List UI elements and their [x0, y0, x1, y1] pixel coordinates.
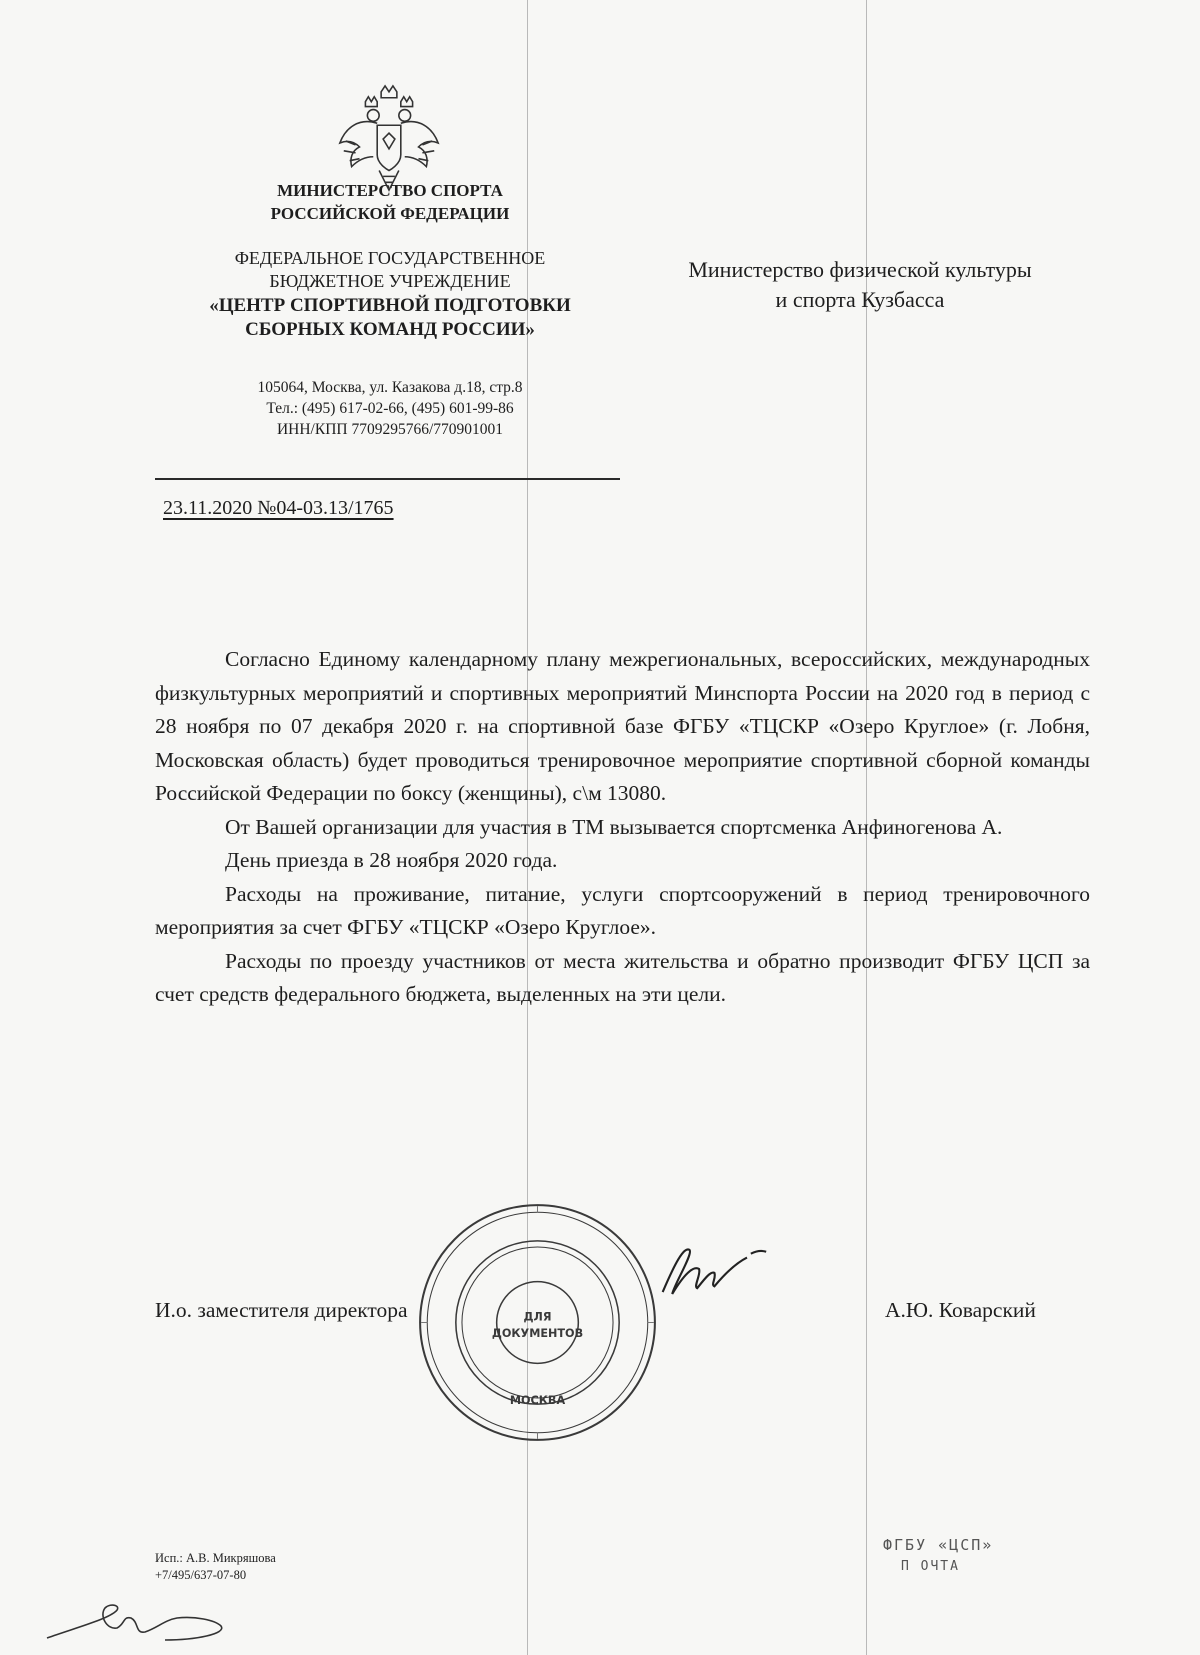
ministry-name-line1: МИНИСТЕРСТВО СПОРТА: [277, 181, 503, 200]
org-address: 105064, Москва, ул. Казакова д.18, стр.8: [257, 379, 523, 396]
body-paragraph: Согласно Единому календарному плану межрегиональных, всероссийских, международных физкультурных мероприятий и спортивных мероприятий Минспорта России на 2020 год в период с 28 ноября по 07 декабря 2020 г. на спортивной базе ФГБУ «ТЦСКР «Озеро Круглое» (г. Лобня, Московская область) будет проводиться тренировочное мероприятие спортивной сборной команды Российской Федерации по боксу (женщины), с\м 13080.: [155, 647, 1090, 805]
post-stamp: [883, 1535, 993, 1577]
fgbu-line3: «ЦЕНТР СПОРТИВНОЙ ПОДГОТОВКИ: [209, 295, 571, 316]
post-stamp-line1: ФГБУ «ЦСП»: [883, 1536, 994, 1554]
official-seal: [415, 1200, 660, 1445]
org-inn-kpp: ИНН/КПП 7709295766/770901001: [276, 421, 504, 438]
seal-center-text-2: ДОКУМЕНТОВ: [491, 1326, 584, 1340]
body-paragraph: От Вашей организации для участия в ТМ вызывается спортсменка Анфиногенова А.: [225, 814, 1003, 839]
handwritten-initials: [45, 1590, 255, 1645]
fgbu-line4: СБОРНЫХ КОМАНД РОССИИ»: [245, 319, 535, 340]
addressee-line1: Министерство физической культуры: [688, 257, 1032, 282]
executor-phone: +7/495/637-07-80: [155, 1568, 247, 1582]
letter-body: [155, 643, 1090, 1012]
body-paragraph: Расходы по проезду участников от места жительства и обратно производит ФГБУ ЦСП за счет средств федерального бюджета, выделенных на эти цели.: [155, 948, 1090, 1006]
ministry-name-line2: РОССИЙСКОЙ ФЕДЕРАЦИИ: [270, 204, 510, 223]
post-stamp-line2: П ОЧТА: [901, 1559, 960, 1574]
seal-center-text-1: ДЛЯ: [523, 1310, 552, 1324]
body-paragraph: Расходы на проживание, питание, услуги спортсооружений в период тренировочного мероприятия за счет ФГБУ «ТЦСКР «Озеро Круглое».: [155, 881, 1090, 939]
seal-city: МОСКВА: [509, 1394, 566, 1408]
addressee: [620, 255, 1100, 315]
signatory-name: А.Ю. Коварский: [885, 1298, 1036, 1322]
signatory-position: И.о. заместителя директора: [155, 1298, 408, 1322]
org-phones: Тел.: (495) 617-02-66, (495) 601-99-86: [266, 400, 514, 417]
fgbu-line2: БЮДЖЕТНОЕ УЧРЕЖДЕНИЕ: [269, 271, 511, 291]
executor-name: Исп.: А.В. Микряшова: [155, 1551, 276, 1565]
executor-info: [155, 1550, 276, 1584]
addressee-line2: и спорта Кузбасса: [775, 287, 945, 312]
fgbu-line1: ФЕДЕРАЛЬНОЕ ГОСУДАРСТВЕННОЕ: [234, 248, 546, 268]
body-paragraph: День приезда в 28 ноября 2020 года.: [225, 848, 558, 872]
document-number: 23.11.2020 №04-03.13/1765: [163, 497, 394, 519]
letterhead-divider: [155, 478, 620, 480]
handwritten-signature: [655, 1235, 770, 1305]
